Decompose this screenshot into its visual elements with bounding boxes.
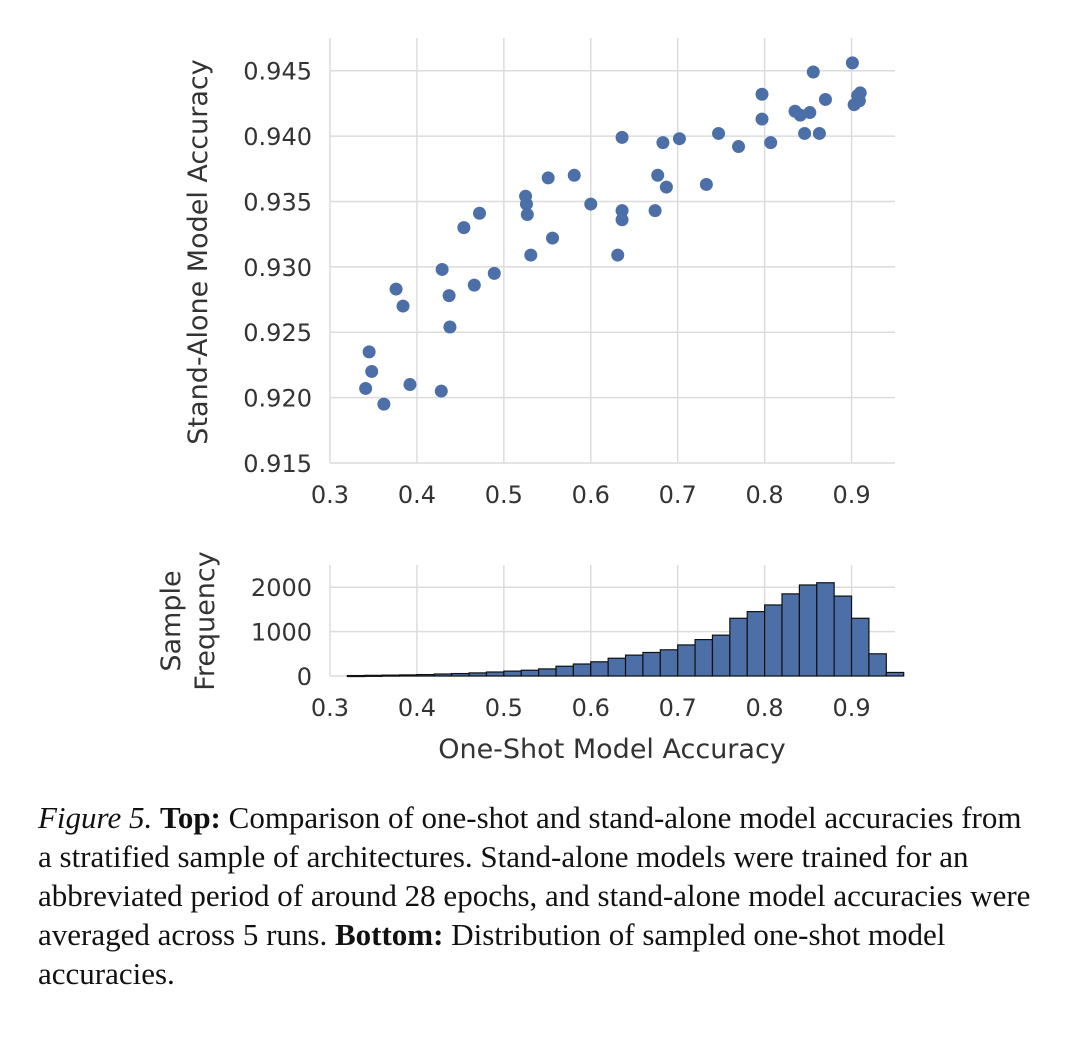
scatter-point (616, 131, 629, 144)
scatter-point (468, 279, 481, 292)
scatter-point (673, 132, 686, 145)
scatter-x-tick-label: 0.6 (571, 481, 610, 509)
caption-top-text: Comparison of one-shot and stand-alone model accuracies from a stratified sample of architectures. Stand-alone models were trained for an abbreviated period of around 28 epochs, and stand-alone model accuracies were averaged across 5 runs. (38, 800, 1031, 952)
histogram-y-tick-label: 2000 (250, 574, 312, 603)
histogram-bar (539, 669, 556, 676)
scatter-point (813, 127, 826, 140)
histogram-bar (678, 645, 695, 676)
scatter-point (732, 140, 745, 153)
histogram-bar (886, 672, 903, 676)
scatter-point (443, 321, 456, 334)
histogram-bar (834, 596, 851, 676)
caption-bottom-text: Distribution of sampled one-shot model accuracies. (38, 917, 946, 991)
histogram-bar (712, 635, 729, 676)
scatter-x-tick-label: 0.8 (745, 481, 784, 509)
histogram-y-axis-label-line2: Frequency (190, 551, 221, 691)
scatter-gridlines (330, 38, 895, 463)
histogram-bar (417, 675, 434, 676)
scatter-y-tick-label: 0.940 (243, 123, 312, 152)
histogram-x-tick-label: 0.6 (571, 694, 610, 722)
histogram-bar (365, 675, 382, 676)
histogram-bar (782, 594, 799, 676)
histogram-bar (521, 670, 538, 676)
histogram-x-tick-labels (311, 694, 871, 722)
scatter-point (819, 93, 832, 106)
scatter-point (807, 66, 820, 79)
scatter-y-tick-label: 0.930 (243, 253, 312, 282)
scatter-point (651, 169, 664, 182)
scatter-x-tick-label: 0.7 (658, 481, 697, 509)
scatter-point (700, 178, 713, 191)
histogram-bars (347, 583, 903, 677)
scatter-y-tick-label: 0.925 (243, 319, 312, 348)
scatter-point (660, 181, 673, 194)
histogram-bar (591, 662, 608, 676)
scatter-point (521, 208, 534, 221)
scatter-point (764, 136, 777, 149)
scatter-point (524, 249, 537, 262)
scatter-point (365, 365, 378, 378)
histogram-bar (504, 671, 521, 676)
scatter-points (359, 56, 867, 410)
scatter-x-tick-label: 0.4 (397, 481, 437, 509)
scatter-point (798, 127, 811, 140)
histogram-x-tick-label: 0.7 (658, 694, 697, 722)
scatter-point (656, 136, 669, 149)
scatter-point (397, 300, 410, 313)
scatter-point (546, 232, 559, 245)
scatter-point (542, 171, 555, 184)
scatter-point (363, 345, 376, 358)
scatter-y-tick-label: 0.945 (243, 57, 312, 86)
histogram-chart (156, 551, 904, 765)
scatter-point (611, 249, 624, 262)
scatter-point (756, 88, 769, 101)
scatter-y-tick-label: 0.920 (243, 384, 312, 413)
scatter-point (712, 127, 725, 140)
histogram-bar (626, 655, 643, 676)
scatter-point (616, 213, 629, 226)
caption-figure-label: Figure 5. (38, 800, 153, 835)
histogram-bar (869, 654, 886, 676)
histogram-bar (799, 585, 816, 676)
histogram-bar (400, 675, 417, 676)
histogram-bar (486, 672, 503, 676)
histogram-x-tick-label: 0.4 (397, 694, 437, 722)
histogram-bar (730, 618, 747, 676)
scatter-y-tick-label: 0.915 (243, 450, 312, 478)
scatter-point (854, 86, 867, 99)
histogram-bar (852, 618, 869, 676)
histogram-bar (347, 676, 364, 677)
scatter-point (403, 378, 416, 391)
histogram-bar (452, 674, 469, 676)
histogram-bar (382, 675, 399, 676)
scatter-point (488, 267, 501, 280)
histogram-x-tick-label: 0.9 (832, 694, 871, 722)
scatter-y-tick-labels (243, 58, 312, 478)
scatter-x-tick-label: 0.5 (484, 481, 523, 509)
scatter-point (443, 289, 456, 302)
histogram-y-axis-label-line1: Sample (156, 570, 187, 672)
histogram-y-tick-label: 0 (296, 663, 312, 691)
histogram-bar (765, 605, 782, 676)
scatter-point (649, 204, 662, 217)
caption-bottom-label: Bottom: (334, 917, 444, 952)
scatter-point (436, 263, 449, 276)
histogram-y-tick-labels (251, 574, 312, 691)
histogram-bar (573, 664, 590, 676)
scatter-point (359, 382, 372, 395)
histogram-bar (469, 673, 486, 676)
scatter-point (473, 207, 486, 220)
histogram-x-tick-label: 0.3 (310, 694, 350, 722)
scatter-point (377, 398, 390, 411)
scatter-x-tick-label: 0.3 (310, 481, 350, 509)
scatter-point (435, 385, 448, 398)
histogram-bar (660, 650, 677, 676)
scatter-y-tick-label: 0.935 (243, 188, 312, 217)
histogram-bar (643, 652, 660, 676)
histogram-x-tick-label: 0.8 (745, 694, 784, 722)
scatter-point (457, 221, 470, 234)
scatter-point (756, 113, 769, 126)
histogram-y-tick-label: 1000 (250, 618, 312, 647)
histogram-bar (608, 658, 625, 676)
scatter-point (568, 169, 581, 182)
histogram-bar (434, 674, 451, 676)
figure-caption (38, 798, 1038, 993)
scatter-chart (183, 38, 895, 509)
scatter-point (584, 198, 597, 211)
scatter-point (390, 283, 403, 296)
scatter-point (803, 106, 816, 119)
scatter-point (846, 56, 859, 69)
caption-top-label: Top: (159, 800, 221, 835)
histogram-bar (556, 666, 573, 676)
scatter-y-axis-label: Stand-Alone Model Accuracy (183, 59, 214, 445)
histogram-bar (747, 612, 764, 676)
histogram-x-axis-label: One-Shot Model Accuracy (438, 734, 786, 765)
scatter-x-tick-labels (311, 481, 871, 509)
histogram-x-tick-label: 0.5 (484, 694, 523, 722)
scatter-x-tick-label: 0.9 (832, 481, 871, 509)
histogram-bar (817, 583, 834, 676)
histogram-bar (695, 640, 712, 676)
